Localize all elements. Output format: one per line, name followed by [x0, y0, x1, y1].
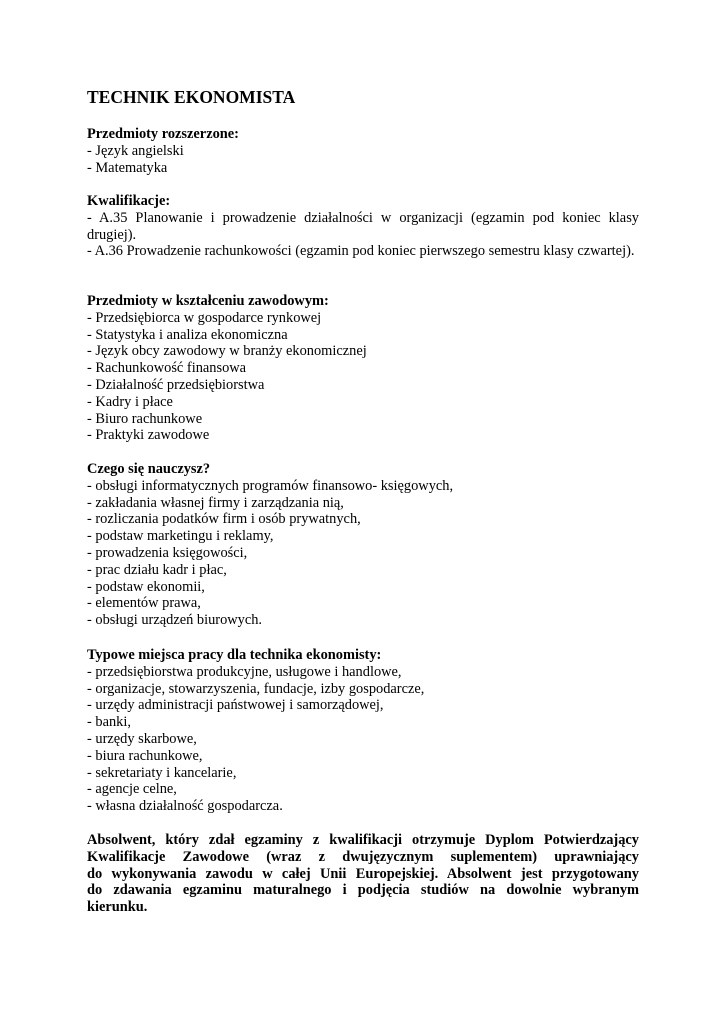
list-item: - Kadry i płace [87, 393, 173, 410]
list-item: - elementów prawa, [87, 595, 201, 612]
page-title: TECHNIK EKONOMISTA [87, 87, 296, 107]
section-heading: Typowe miejsca pracy dla technika ekonomisty: [87, 647, 382, 663]
list-item: - urzędy skarbowe, [87, 730, 197, 747]
list-item: - rozliczania podatków firm i osób prywatnych, [87, 511, 361, 528]
list-item: - Przedsiębiorca w gospodarce rynkowej [87, 309, 322, 326]
list-item: - Biuro rachunkowe [87, 410, 203, 427]
list-item: - A.35 Planowanie i prowadzenie działalności w organizacji (egzamin pod koniec klasy drugiej). [87, 209, 639, 243]
workplaces-section [87, 647, 639, 815]
list-item: - Język obcy zawodowy w branży ekonomicznej [87, 343, 367, 360]
list-item: - przedsiębiorstwa produkcyjne, usługowe i handlowe, [87, 663, 402, 680]
list-item: - urzędy administracji państwowej i samorządowej, [87, 697, 384, 714]
section-heading: Kwalifikacje: [87, 193, 171, 209]
list-item: - A.36 Prowadzenie rachunkowości (egzamin pod koniec pierwszego semestru klasy czwartej). [87, 243, 635, 260]
closing-line: Kwalifikacje Zawodowe (wraz z dwujęzycznym suplementem) uprawniający [87, 848, 639, 865]
section-heading: Przedmioty rozszerzone: [87, 126, 239, 142]
list-item: - Matematyka [87, 159, 168, 176]
closing-line: do wykonywania zawodu w całej Unii Europejskiej. Absolwent jest przygotowany [87, 865, 639, 882]
list-item: - Język angielski [87, 142, 184, 159]
vocational-subjects-section [87, 293, 639, 444]
list-item: - Rachunkowość finansowa [87, 360, 247, 377]
list-item: - podstaw marketingu i reklamy, [87, 528, 274, 545]
section-heading: Czego się nauczysz? [87, 461, 211, 477]
list-item: - prac działu kadr i płac, [87, 561, 227, 578]
list-item: - podstaw ekonomii, [87, 578, 205, 595]
list-item: - własna działalność gospodarcza. [87, 798, 283, 815]
list-item: - agencje celne, [87, 781, 177, 798]
closing-line: do zdawania egzaminu maturalnego i podjęcia studiów na dowolnie wybranym [87, 882, 639, 899]
list-item: - Praktyki zawodowe [87, 427, 210, 444]
closing-line: kierunku. [87, 899, 148, 916]
list-item: - biura rachunkowe, [87, 747, 203, 764]
what-you-learn-section [87, 461, 639, 629]
list-item: - prowadzenia księgowości, [87, 544, 248, 561]
list-item: - organizacje, stowarzyszenia, fundacje, izby gospodarcze, [87, 680, 425, 697]
closing-line: Absolwent, który zdał egzaminy z kwalifikacji otrzymuje Dyplom Potwierdzający [87, 832, 639, 848]
section-heading: Przedmioty w kształceniu zawodowym: [87, 293, 329, 309]
list-item: - banki, [87, 714, 131, 731]
list-item: - Statystyka i analiza ekonomiczna [87, 326, 288, 343]
closing-paragraph [87, 832, 639, 916]
qualifications-section [87, 193, 639, 260]
extended-subjects-section [87, 126, 639, 176]
list-item: - Działalność przedsiębiorstwa [87, 376, 265, 393]
list-item: - obsługi informatycznych programów finansowo- księgowych, [87, 477, 454, 494]
list-item: - sekretariaty i kancelarie, [87, 764, 237, 781]
list-item: - zakładania własnej firmy i zarządzania nią, [87, 494, 344, 511]
list-item: - obsługi urządzeń biurowych. [87, 612, 263, 629]
